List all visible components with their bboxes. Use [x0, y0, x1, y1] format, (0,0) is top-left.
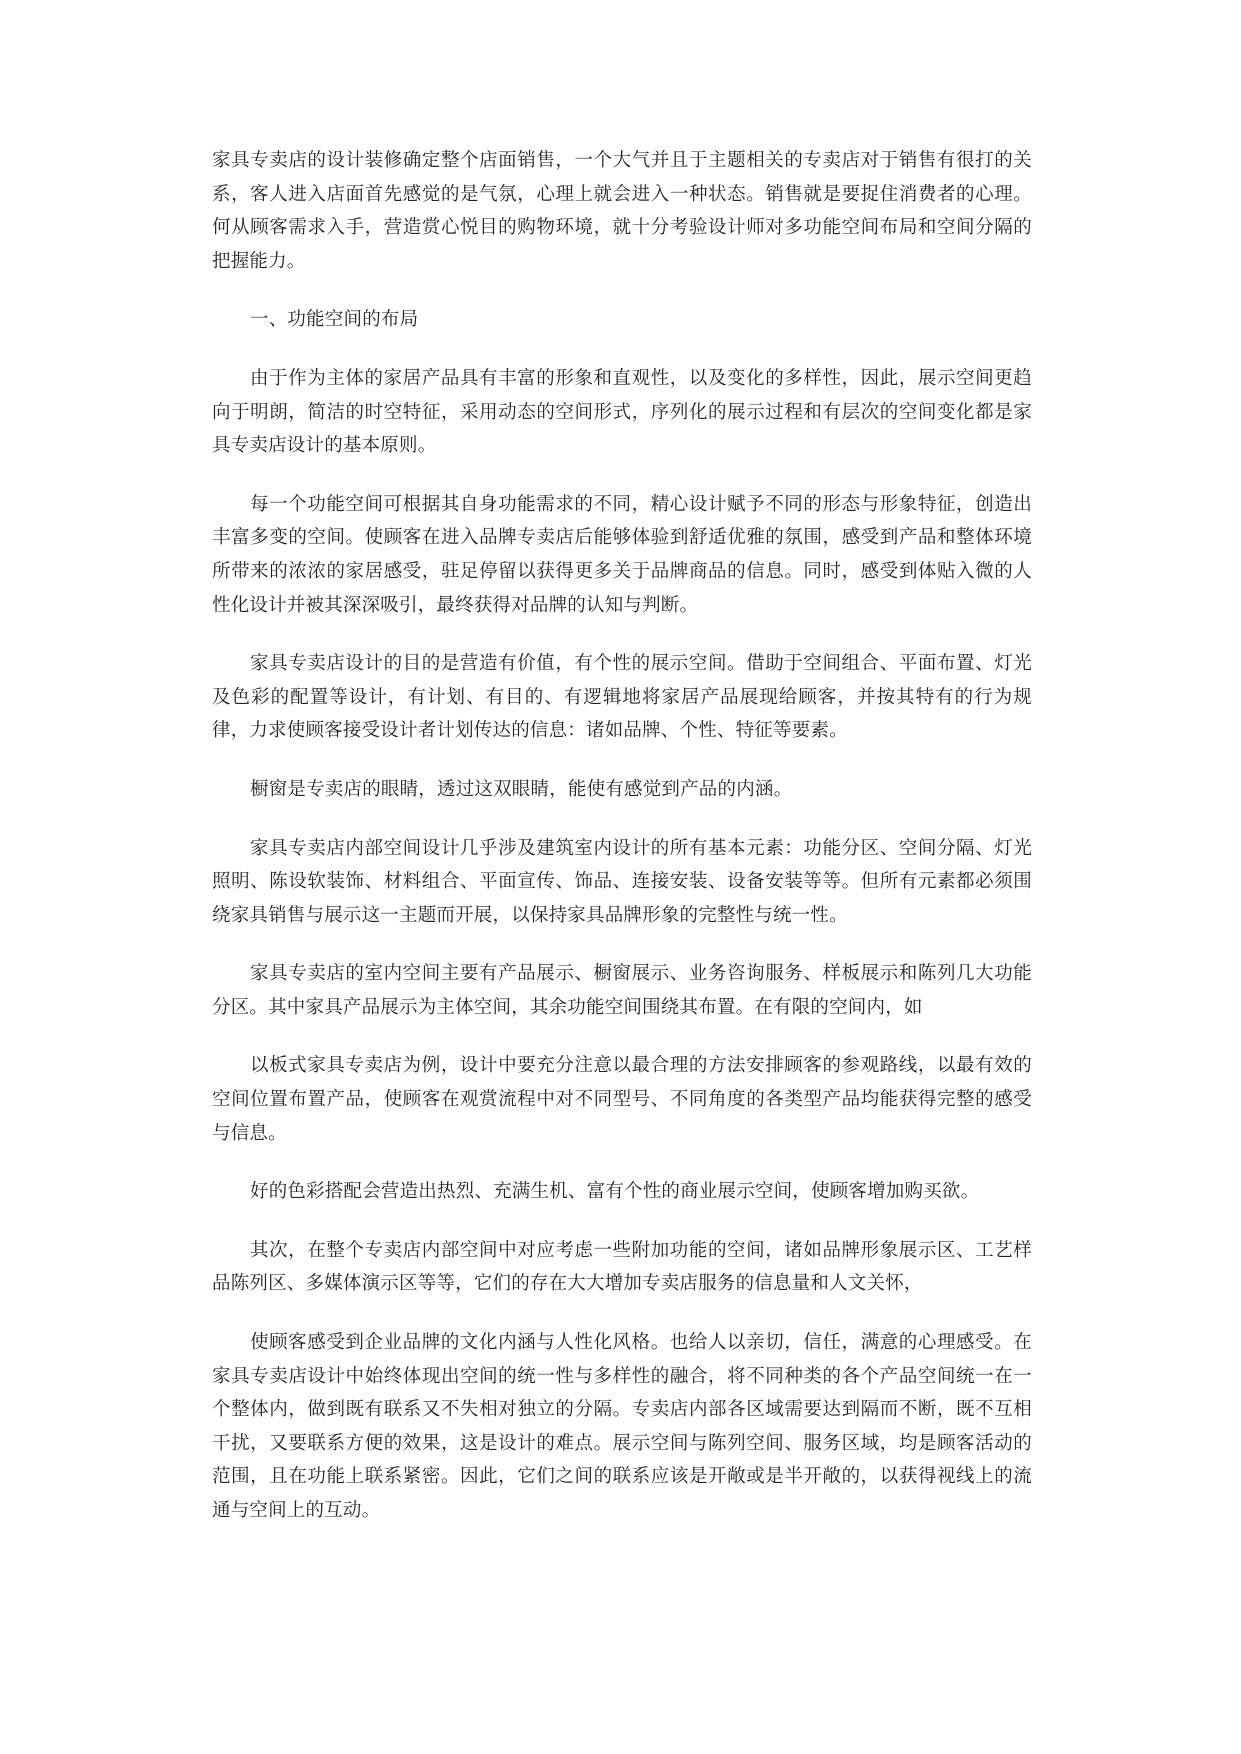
paragraph: 由于作为主体的家居产品具有丰富的形象和直观性，以及变化的多样性，因此，展示空间更趋向于明朗，简洁的时空特征，采用动态的空间形式，序列化的展示过程和有层次的空间变化都是家具专卖店设计的基本原则。: [212, 367, 1032, 457]
paragraph: 家具专卖店的室内空间主要有产品展示、橱窗展示、业务咨询服务、样板展示和陈列几大功能分区。其中家具产品展示为主体空间，其余功能空间围绕其布置。在有限的空间内，如: [212, 963, 1032, 1018]
paragraph: 家具专卖店设计的目的是营造有价值，有个性的展示空间。借助于空间组合、平面布置、灯光及色彩的配置等设计，有计划、有目的、有逻辑地将家居产品展现给顾客，并按其特有的行为规律，力求使顾客接受设计者计划传达的信息：诸如品牌、个性、特征等要素。: [212, 653, 1032, 742]
paragraph: 每一个功能空间可根据其自身功能需求的不同，精心设计赋予不同的形态与形象特征，创造出丰富多变的空间。使顾客在进入品牌专卖店后能够体验到舒适优雅的氛围，感受到产品和整体环境所带来的浓浓的家居感受，驻足停留以获得更多关于品牌商品的信息。同时，感受到体贴入微的人性化设计并被其深深吸引，最终获得对品牌的认知与判断。: [212, 493, 1032, 616]
paragraph: 家具专卖店内部空间设计几乎涉及建筑室内设计的所有基本元素：功能分区、空间分隔、灯光照明、陈设软装饰、材料组合、平面宣传、饰品、连接安装、设备安装等等。但所有元素都必须围绕家具销售与展示这一主题而开展，以保持家具品牌形象的完整性与统一性。: [212, 837, 1032, 926]
paragraph: 以板式家具专卖店为例，设计中要充分注意以最合理的方法安排顾客的参观路线，以最有效的空间位置布置产品，使顾客在观赏流程中对不同型号、不同角度的各类型产品均能获得完整的感受与信息。: [212, 1055, 1032, 1144]
paragraph: 好的色彩搭配会营造出热烈、充满生机、富有个性的商业展示空间，使顾客增加购买欲。: [250, 1181, 980, 1203]
document-body: [212, 144, 1032, 1553]
paragraph: 橱窗是专卖店的眼睛，透过这双眼睛，能使有感觉到产品的内涵。: [250, 778, 793, 800]
paragraph: 使顾客感受到企业品牌的文化内涵与人性化风格。也给人以亲切，信任，满意的心理感受。在家具专卖店设计中始终体现出空间的统一性与多样性的融合，将不同种类的各个产品空间统一在一个整体内，做到既有联系又不失相对独立的分隔。专卖店内部各区域需要达到隔而不断，既不互相干扰，又要联系方便的效果，这是设计的难点。展示空间与陈列空间、服务区域，均是顾客活动的范围，且在功能上联系紧密。因此，它们之间的联系应该是开敞或是半开敞的，以获得视线上的流通与空间上的互动。: [212, 1332, 1032, 1521]
section-heading-layout: 一、功能空间的布局: [250, 309, 419, 331]
paragraph: 其次，在整个专卖店内部空间中对应考虑一些附加功能的空间，诸如品牌形象展示区、工艺样品陈列区、多媒体演示区等等，它们的存在大大增加专卖店服务的信息量和人文关怀，: [212, 1239, 1032, 1295]
paragraph-intro: 家具专卖店的设计装修确定整个店面销售，一个大气并且于主题相关的专卖店对于销售有很打的关系，客人进入店面首先感觉的是气氛，心理上就会进入一种状态。销售就是要捉住消费者的心理。何从顾客需求入手，营造赏心悦目的购物环境，就十分考验设计师对多功能空间布局和空间分隔的把握能力。: [212, 150, 1032, 272]
